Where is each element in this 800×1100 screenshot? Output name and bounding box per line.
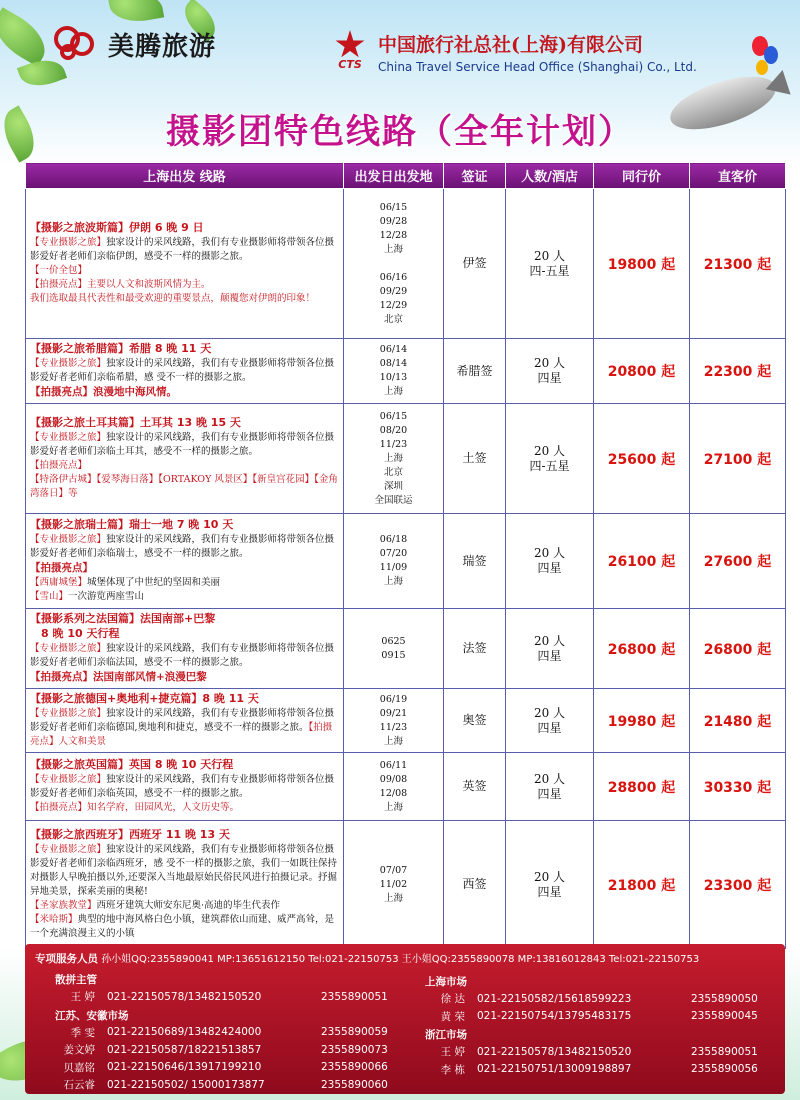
- route-text: 独家设计的采风线路，我们有专业摄影师将带领各位摄影爱好者老师们亲临法国，感受不一样的摄影之旅。: [30, 643, 335, 668]
- peer-price: 20800 起: [594, 339, 690, 404]
- route-description: [26, 753, 344, 821]
- market-heading: 浙江市场: [425, 1029, 467, 1041]
- group-size: 20 人: [533, 633, 566, 648]
- table-row: [26, 753, 786, 821]
- departure-date: 上海: [383, 576, 403, 587]
- departure-date: 09/29: [379, 285, 408, 297]
- route-line: [30, 590, 339, 604]
- direct-price: 27600 起: [690, 514, 786, 609]
- route-text: 【摄影之旅瑞士篇】瑞士一地 7 晚 10 天: [30, 518, 234, 531]
- contact-qq: 2355890056: [691, 1063, 758, 1076]
- route-table: [25, 162, 786, 949]
- route-text: 【一价全包】: [30, 265, 88, 276]
- visa-type: 希腊签: [444, 339, 506, 404]
- market-heading: 江苏、安徽市场: [55, 1009, 129, 1022]
- route-text: 一次游览两座雪山: [68, 591, 145, 602]
- route-line: [30, 518, 339, 533]
- cts-star-icon: [330, 30, 370, 70]
- route-text: 【专业摄影之旅】: [30, 358, 107, 369]
- departure-date: 上海: [383, 386, 403, 397]
- table-row: [26, 514, 786, 609]
- contact-phone: 021-22150646/13917199210: [107, 1061, 262, 1074]
- departure-date: 0915: [381, 649, 406, 661]
- route-line: [30, 758, 339, 773]
- departure-date: 06/15: [379, 201, 408, 213]
- route-text: 【米哈斯】: [30, 914, 78, 925]
- departure-date: 上海: [383, 801, 403, 813]
- route-text: 【拍摄亮点】主要以人文和波斯风情为主。: [30, 279, 211, 290]
- route-description: [26, 689, 344, 753]
- route-description: [26, 609, 344, 689]
- route-text: 西班牙建筑大师安东尼奥·高迪的毕生代表作: [96, 900, 281, 911]
- contact-phone: 021-22150751/13009198897: [477, 1063, 632, 1076]
- direct-price: 27100 起: [690, 404, 786, 514]
- route-table-container: [25, 162, 785, 949]
- route-text: 【摄影之旅西班牙】西班牙 11 晚 13 天: [30, 828, 230, 841]
- departure-date: 08/14: [379, 358, 408, 369]
- departure-date: 北京: [383, 466, 403, 478]
- peer-price: 21800 起: [594, 821, 690, 949]
- route-text: 【西庸城堡】: [30, 577, 88, 588]
- peer-price: 28800 起: [594, 753, 690, 821]
- contact-phone: 021-22150502/ 15000173877: [107, 1078, 265, 1091]
- contact-row: [35, 1076, 405, 1094]
- departure-date: 全国联运: [374, 494, 413, 506]
- brand-name: 美腾旅游: [108, 31, 217, 62]
- peer-price: 19800 起: [594, 189, 690, 339]
- page-header: [0, 0, 800, 160]
- route-text: 【摄影之旅波斯篇】伊朗 6 晚 9 日: [30, 221, 204, 234]
- table-row: [26, 339, 786, 404]
- contact-name: 石云睿: [63, 1079, 95, 1092]
- visa-type: 土签: [444, 404, 506, 514]
- route-line: [30, 913, 339, 941]
- departure-date: 06/14: [379, 344, 408, 355]
- route-text: 【摄影系列之法国篇】法国南部+巴黎: [30, 612, 216, 625]
- route-line: [30, 416, 339, 431]
- route-text: 【专业摄影之旅】: [30, 844, 107, 855]
- col-header-visa: 签证: [444, 163, 506, 189]
- contact-name: 王 婷: [440, 1046, 465, 1059]
- route-line: [30, 670, 339, 685]
- visa-type: 瑞签: [444, 514, 506, 609]
- contact-phone: 021-22150582/15618599223: [477, 992, 632, 1005]
- group-size-hotel: [506, 339, 594, 404]
- visa-type: 英签: [444, 753, 506, 821]
- contact-qq: 2355890045: [691, 1010, 758, 1023]
- group-size-hotel: [506, 753, 594, 821]
- departure-date: 0625: [381, 635, 406, 647]
- balloon-icon: [756, 60, 768, 75]
- departure-date: 11/02: [379, 878, 408, 890]
- route-text: 独家设计的采风线路，我们有专业摄影师将带领各位摄影爱好者老师们亲临英国，感受不一样的摄影之旅。: [30, 774, 335, 799]
- contact-name: 李 栋: [440, 1063, 465, 1076]
- route-text: 【拍摄亮点】知名学府，田园风光，人文历史等。: [30, 802, 240, 813]
- table-header-row: [26, 163, 786, 189]
- direct-price: 23300 起: [690, 821, 786, 949]
- route-line: [30, 627, 339, 642]
- direct-price: 30330 起: [690, 753, 786, 821]
- route-line: [30, 533, 339, 561]
- route-line: [30, 801, 339, 815]
- departure-date: 北京: [383, 313, 403, 325]
- contact-row: [35, 1059, 405, 1077]
- hotel-class: 四-五星: [529, 263, 570, 278]
- departure-date: 09/08: [379, 773, 408, 785]
- route-text: 【圣家族教堂】: [30, 900, 97, 911]
- route-text: 【摄影之旅希腊篇】希腊 8 晚 11 天: [30, 342, 212, 355]
- group-size-hotel: [506, 821, 594, 949]
- route-text: 【雪山】: [30, 591, 69, 602]
- route-line: [30, 264, 339, 278]
- col-header-route: 上海出发 线路: [26, 163, 344, 189]
- group-size-hotel: [506, 404, 594, 514]
- group-size: 20 人: [533, 705, 566, 720]
- departure-date: 11/23: [379, 438, 408, 450]
- route-line: [30, 828, 339, 843]
- contact-row: [35, 1024, 405, 1042]
- route-line: [30, 357, 339, 385]
- contact-name: 季 雯: [70, 1026, 95, 1039]
- peer-price: 19980 起: [594, 689, 690, 753]
- cts-name-en: China Travel Service Head Office (Shanghai) Co., Ltd.: [378, 60, 697, 74]
- route-description: [26, 339, 344, 404]
- route-text: 【拍摄亮点】人文和美景: [30, 722, 333, 747]
- route-text: 【拍摄亮点】法国南部风情+浪漫巴黎: [30, 671, 207, 683]
- group-size: 20 人: [533, 356, 566, 370]
- hotel-class: 四-五星: [529, 458, 570, 473]
- departure-date: 11/23: [379, 721, 408, 733]
- departure-dates: [344, 821, 444, 949]
- route-text: 【摄影之旅土耳其篇】土耳其 13 晚 15 天: [30, 416, 241, 429]
- departure-dates: [344, 689, 444, 753]
- route-line: [30, 707, 339, 749]
- departure-date: 08/20: [379, 424, 408, 436]
- departure-date: 09/28: [379, 215, 408, 227]
- departure-date: 07/07: [379, 864, 408, 876]
- contact-name: 徐 达: [440, 993, 465, 1006]
- route-text: 独家设计的采风线路，我们有专业摄影师将带领各位摄影爱好者老师们亲临西班牙，感 受不一样的摄影之旅，我们一如既往保持对摄影人早晚拍摄以外,还要深入当地最原始民俗民风进行拍摄记录。抒掘异地美景，探索美丽的奥秘!: [30, 844, 338, 897]
- visa-type: 法签: [444, 609, 506, 689]
- group-size-hotel: [506, 514, 594, 609]
- peer-price: 25600 起: [594, 404, 690, 514]
- route-line: [30, 642, 339, 670]
- departure-date: 上海: [383, 892, 403, 904]
- contact-qq: 2355890051: [691, 1045, 758, 1058]
- group-size: 20 人: [533, 248, 566, 263]
- route-text: 【专业摄影之旅】: [30, 643, 107, 654]
- route-line: [30, 278, 339, 292]
- visa-type: 奥签: [444, 689, 506, 753]
- route-line: [30, 385, 339, 400]
- dragon-logo-icon: [52, 22, 102, 66]
- contact-phone: 021-22150578/13482150520: [107, 990, 262, 1003]
- table-row: [26, 821, 786, 949]
- route-text: 独家设计的采风线路，我们有专业摄影师将带领各位摄影爱好者老师们亲临伊朗，感受不一样的摄影之旅。: [30, 237, 335, 262]
- contact-phone: 021-22150689/13482424000: [107, 1026, 262, 1039]
- route-line: [30, 692, 339, 707]
- table-row: [26, 609, 786, 689]
- route-text: 【拍摄亮点】: [30, 460, 88, 471]
- departure-date: 09/21: [379, 707, 408, 719]
- hotel-class: 四星: [537, 371, 562, 385]
- contact-row: [35, 1041, 405, 1059]
- visa-type: 伊签: [444, 189, 506, 339]
- route-text: 8 晚 10 天行程: [30, 627, 120, 640]
- departure-dates: [344, 609, 444, 689]
- route-line: [30, 221, 339, 236]
- route-text: 【专业摄影之旅】: [30, 432, 107, 443]
- route-text: 独家设计的采风线路，我们有专业摄影师将带领各位摄影爱好者老师们亲临土耳其，感受不一样的摄影之旅。: [30, 432, 335, 457]
- contact-phone: 021-22150587/18221513857: [107, 1043, 262, 1056]
- departure-date: 10/13: [379, 372, 408, 383]
- route-text: 【拍摄亮点】浪漫地中海风情。: [30, 386, 177, 398]
- departure-dates: [344, 189, 444, 339]
- departure-dates: [344, 404, 444, 514]
- route-line: [30, 561, 339, 576]
- contact-qq: 2355890051: [321, 990, 388, 1003]
- group-size-hotel: [506, 689, 594, 753]
- route-line: [30, 342, 339, 357]
- route-text: 独家设计的采风线路，我们有专业摄影师将带领各位摄影爱好者老师们亲临瑞士，感受不一样的摄影之旅。: [30, 534, 335, 559]
- contact-name: 黄 荣: [440, 1010, 465, 1023]
- route-line: [30, 473, 339, 501]
- route-text: 【特洛伊古城】【爱琴海日落】【ORTAKOY 风景区】【新皇宫花园】【金角湾落日】等: [30, 474, 338, 499]
- cts-tag: CTS: [338, 58, 362, 71]
- hotel-class: 四星: [537, 786, 562, 801]
- group-size-hotel: [506, 609, 594, 689]
- contact-row: [405, 990, 775, 1008]
- route-text: 【专业摄影之旅】: [30, 708, 107, 719]
- departure-date: 12/08: [379, 787, 408, 799]
- route-line: [30, 612, 339, 627]
- peer-price: 26100 起: [594, 514, 690, 609]
- peer-price: 26800 起: [594, 609, 690, 689]
- contact-name: 贝嘉铭: [63, 1061, 95, 1074]
- meiteng-logo: [52, 22, 216, 66]
- contact-row: [405, 1061, 775, 1079]
- route-description: [26, 404, 344, 514]
- route-text: 【拍摄亮点】: [30, 562, 93, 574]
- contact-row: [35, 988, 405, 1006]
- route-line: [30, 843, 339, 899]
- contact-phone: 021-22150578/13482150520: [477, 1045, 632, 1058]
- route-description: [26, 821, 344, 949]
- route-text: 【专业摄影之旅】: [30, 237, 107, 248]
- col-header-people-hotel: 人数/酒店: [506, 163, 594, 189]
- route-line: [30, 576, 339, 590]
- hotel-class: 四星: [537, 561, 562, 575]
- group-size: 20 人: [533, 869, 566, 884]
- market-heading: 散拼主管: [55, 974, 97, 986]
- departure-date: 06/15: [379, 410, 408, 422]
- route-text: 【摄影之旅德国+奥地利+捷克篇】8 晚 11 天: [30, 692, 259, 705]
- departure-date: 12/28: [379, 229, 408, 241]
- contact-qq: 2355890059: [321, 1026, 388, 1039]
- departure-date: 06/19: [379, 693, 408, 705]
- hotel-class: 四星: [537, 720, 562, 735]
- service-staff-line: [35, 950, 775, 966]
- route-text: 独家设计的采风线路，我们有专业摄影师将带领各位摄影爱好者老师们亲临希腊，感 受不一样的摄影之旅。: [30, 358, 335, 383]
- departure-date: 12/29: [379, 299, 408, 311]
- direct-price: 21480 起: [690, 689, 786, 753]
- hotel-class: 四星: [537, 884, 562, 899]
- direct-price: 22300 起: [690, 339, 786, 404]
- contact-footer: [25, 944, 785, 1094]
- departure-date: 11/09: [379, 562, 408, 573]
- table-row: [26, 689, 786, 753]
- departure-date: 上海: [383, 452, 403, 464]
- cts-logo: [330, 30, 697, 74]
- route-line: [30, 459, 339, 473]
- departure-date: 06/16: [379, 271, 408, 283]
- route-text: 典型的地中海风格白色小镇，建筑群依山而建、威严高耸，是一个充满浪漫主义的小镇: [30, 914, 335, 939]
- service-staff-details: 孙小姐QQ:2355890041 MP:13651612150 Tel:021-22150753 王小姐QQ:2355890078 MP:13816012843 Tel:021-22150753: [101, 954, 700, 965]
- departure-dates: [344, 514, 444, 609]
- group-size: 20 人: [533, 443, 566, 458]
- route-description: [26, 189, 344, 339]
- service-label: 专项服务人员: [35, 953, 98, 965]
- departure-date: 上海: [383, 735, 403, 747]
- group-size: 20 人: [533, 771, 566, 786]
- contact-row: [405, 1043, 775, 1061]
- contact-row: [405, 1008, 775, 1026]
- group-size: 20 人: [533, 546, 566, 560]
- contact-name: 姜文婷: [63, 1044, 95, 1057]
- hotel-class: 四星: [537, 648, 562, 663]
- departure-date: 上海: [383, 243, 403, 255]
- contact-name: 王 婷: [70, 991, 95, 1004]
- contact-column-right: [405, 970, 775, 1094]
- col-header-peer-price: 同行价: [594, 163, 690, 189]
- departure-dates: [344, 339, 444, 404]
- route-line: [30, 236, 339, 264]
- route-line: [30, 899, 339, 913]
- contact-qq: 2355890073: [321, 1043, 388, 1056]
- col-header-direct-price: 直客价: [690, 163, 786, 189]
- route-text: 【摄影之旅英国篇】英国 8 晚 10 天行程: [30, 758, 234, 771]
- table-row: [26, 404, 786, 514]
- page-title: 摄影团特色线路（全年计划）: [166, 112, 634, 152]
- route-text: 独家设计的采风线路，我们有专业摄影师将带领各位摄影爱好者老师们亲临德国,奥地利和捷克，感受不一样的摄影之旅。: [30, 708, 335, 733]
- route-line: [30, 431, 339, 459]
- route-text: 【专业摄影之旅】: [30, 774, 107, 785]
- contact-column-left: [35, 970, 405, 1094]
- route-line: [30, 292, 339, 306]
- contact-qq: 2355890050: [691, 992, 758, 1005]
- departure-date: 深圳: [383, 480, 403, 492]
- departure-date: 07/20: [379, 548, 408, 559]
- route-text: 【专业摄影之旅】: [30, 534, 107, 545]
- contact-phone: 021-22150754/13795483175: [477, 1010, 632, 1023]
- departure-date: 06/11: [379, 759, 408, 771]
- departure-dates: [344, 753, 444, 821]
- contact-qq: 2355890066: [321, 1061, 388, 1074]
- group-size-hotel: [506, 189, 594, 339]
- direct-price: 21300 起: [690, 189, 786, 339]
- direct-price: 26800 起: [690, 609, 786, 689]
- route-line: [30, 773, 339, 801]
- route-description: [26, 514, 344, 609]
- visa-type: 西签: [444, 821, 506, 949]
- departure-date: [344, 257, 443, 271]
- table-row: [26, 189, 786, 339]
- route-text: 我们选取最具代表性和最受欢迎的重要景点，颠覆您对伊朗的印象！: [30, 293, 316, 304]
- col-header-dates: 出发日出发地: [344, 163, 444, 189]
- route-text: 城堡体现了中世纪的坚固和美丽: [87, 577, 221, 588]
- market-heading: 上海市场: [425, 976, 467, 988]
- departure-date: 06/18: [379, 534, 408, 545]
- contact-qq: 2355890060: [321, 1078, 388, 1091]
- cts-name-cn: 中国旅行社总社(上海)有限公司: [378, 34, 643, 56]
